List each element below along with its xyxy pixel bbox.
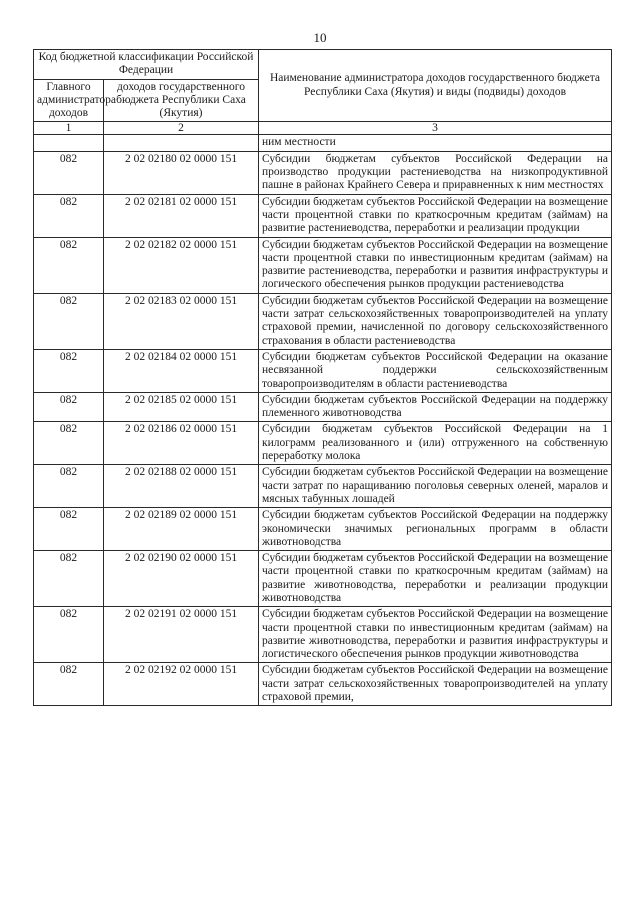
table-row bbox=[34, 293, 612, 349]
admin-code-cell: 082 bbox=[34, 237, 104, 293]
income-name-cell: Субсидии бюджетам субъектов Российской Федерации на поддержку племенного животноводства bbox=[259, 392, 612, 422]
income-code-cell: 2 02 02184 02 0000 151 bbox=[104, 349, 259, 392]
admin-code-cell: 082 bbox=[34, 422, 104, 465]
income-name-cell: Субсидии бюджетам субъектов Российской Федерации на возмещение части процентной ставки по инвестиционным кредитам (займам) на развитие растениеводства, переработки и развития инфраструктуры и логического обеспечения рынков продукции растениеводства bbox=[259, 237, 612, 293]
continuation-empty-cell bbox=[104, 135, 259, 151]
admin-code-cell: 082 bbox=[34, 465, 104, 508]
continuation-empty-cell bbox=[34, 135, 104, 151]
income-name-cell: Субсидии бюджетам субъектов Российской Федерации на производство продукции растениеводства на низкопродуктивной пашне в районах Крайнего Севера и приравненных к ним местностях bbox=[259, 151, 612, 194]
header-row-1 bbox=[34, 50, 612, 80]
table-row bbox=[34, 465, 612, 508]
admin-code-cell: 082 bbox=[34, 607, 104, 663]
page-number: 10 bbox=[313, 30, 327, 45]
admin-code-cell: 082 bbox=[34, 392, 104, 422]
admin-code-cell: 082 bbox=[34, 508, 104, 551]
income-code-cell: 2 02 02180 02 0000 151 bbox=[104, 151, 259, 194]
table-row bbox=[34, 151, 612, 194]
column-number-1: 1 bbox=[34, 122, 104, 135]
income-code-cell: 2 02 02185 02 0000 151 bbox=[104, 392, 259, 422]
table-row bbox=[34, 392, 612, 422]
admin-code-cell: 082 bbox=[34, 349, 104, 392]
income-code-cell: 2 02 02190 02 0000 151 bbox=[104, 551, 259, 607]
admin-code-cell: 082 bbox=[34, 194, 104, 237]
table-row bbox=[34, 422, 612, 465]
admin-code-cell: 082 bbox=[34, 663, 104, 706]
income-code-cell: 2 02 02181 02 0000 151 bbox=[104, 194, 259, 237]
table-row bbox=[34, 663, 612, 706]
income-name-cell: Субсидии бюджетам субъектов Российской Федерации на возмещение части процентной ставки по краткосрочным кредитам (займам) на развитие животноводства, переработки и реализации продукции животноводства bbox=[259, 551, 612, 607]
budget-classification-table bbox=[33, 49, 612, 706]
admin-code-cell: 082 bbox=[34, 293, 104, 349]
header-col2-title: доходов государственного бюджета Республики Саха (Якутия) bbox=[104, 79, 259, 122]
table-row bbox=[34, 607, 612, 663]
income-name-cell: Субсидии бюджетам субъектов Российской Федерации на оказание несвязанной поддержки сельскохозяйственным товаропроизводителям в области растениеводства bbox=[259, 349, 612, 392]
income-name-cell: Субсидии бюджетам субъектов Российской Федерации на возмещение части процентной ставки по инвестиционным кредитам (займам) на развитие животноводства, переработки и развития инфраструктуры и логистического обеспечения рынков продукции животноводства bbox=[259, 607, 612, 663]
income-code-cell: 2 02 02183 02 0000 151 bbox=[104, 293, 259, 349]
admin-code-cell: 082 bbox=[34, 151, 104, 194]
income-code-cell: 2 02 02192 02 0000 151 bbox=[104, 663, 259, 706]
income-name-cell: Субсидии бюджетам субъектов Российской Федерации на возмещение части затрат сельскохозяйственных товаропроизводителей на уплату страховой премии, начисленной по договору сельскохозяйственного страхования в области растениеводства bbox=[259, 293, 612, 349]
income-code-cell: 2 02 02188 02 0000 151 bbox=[104, 465, 259, 508]
header-col3-title: Наименование администратора доходов государственного бюджета Республики Саха (Якутия) и виды (подвиды) доходов bbox=[259, 50, 612, 122]
header-col1-title: Главного администратора доходов bbox=[34, 79, 104, 122]
income-name-cell: Субсидии бюджетам субъектов Российской Федерации на возмещение части процентной ставки по краткосрочным кредитам (займам) на развитие растениеводства, переработки и реализации продукции bbox=[259, 194, 612, 237]
income-name-cell: Субсидии бюджетам субъектов Российской Федерации на возмещение части затрат сельскохозяйственных товаропроизводителей на уплату страховой премии, bbox=[259, 663, 612, 706]
continuation-text: ним местности bbox=[259, 135, 612, 151]
income-code-cell: 2 02 02186 02 0000 151 bbox=[104, 422, 259, 465]
income-name-cell: Субсидии бюджетам субъектов Российской Федерации на 1 килограмм реализованного и (или) отгруженного на собственную переработку молока bbox=[259, 422, 612, 465]
table-body bbox=[34, 135, 612, 706]
table-row bbox=[34, 349, 612, 392]
column-number-row bbox=[34, 122, 612, 135]
income-code-cell: 2 02 02182 02 0000 151 bbox=[104, 237, 259, 293]
income-code-cell: 2 02 02189 02 0000 151 bbox=[104, 508, 259, 551]
header-group-title: Код бюджетной классификации Российской Федерации bbox=[34, 50, 259, 80]
table-row bbox=[34, 194, 612, 237]
income-code-cell: 2 02 02191 02 0000 151 bbox=[104, 607, 259, 663]
income-name-cell: Субсидии бюджетам субъектов Российской Федерации на возмещение части затрат по наращиванию поголовья северных оленей, маралов и мясных табунных лошадей bbox=[259, 465, 612, 508]
admin-code-cell: 082 bbox=[34, 551, 104, 607]
column-number-3: 3 bbox=[259, 122, 612, 135]
continuation-row bbox=[34, 135, 612, 151]
income-name-cell: Субсидии бюджетам субъектов Российской Федерации на поддержку экономически значимых региональных программ в области животноводства bbox=[259, 508, 612, 551]
table-row bbox=[34, 237, 612, 293]
table-row bbox=[34, 551, 612, 607]
table-row bbox=[34, 508, 612, 551]
column-number-2: 2 bbox=[104, 122, 259, 135]
